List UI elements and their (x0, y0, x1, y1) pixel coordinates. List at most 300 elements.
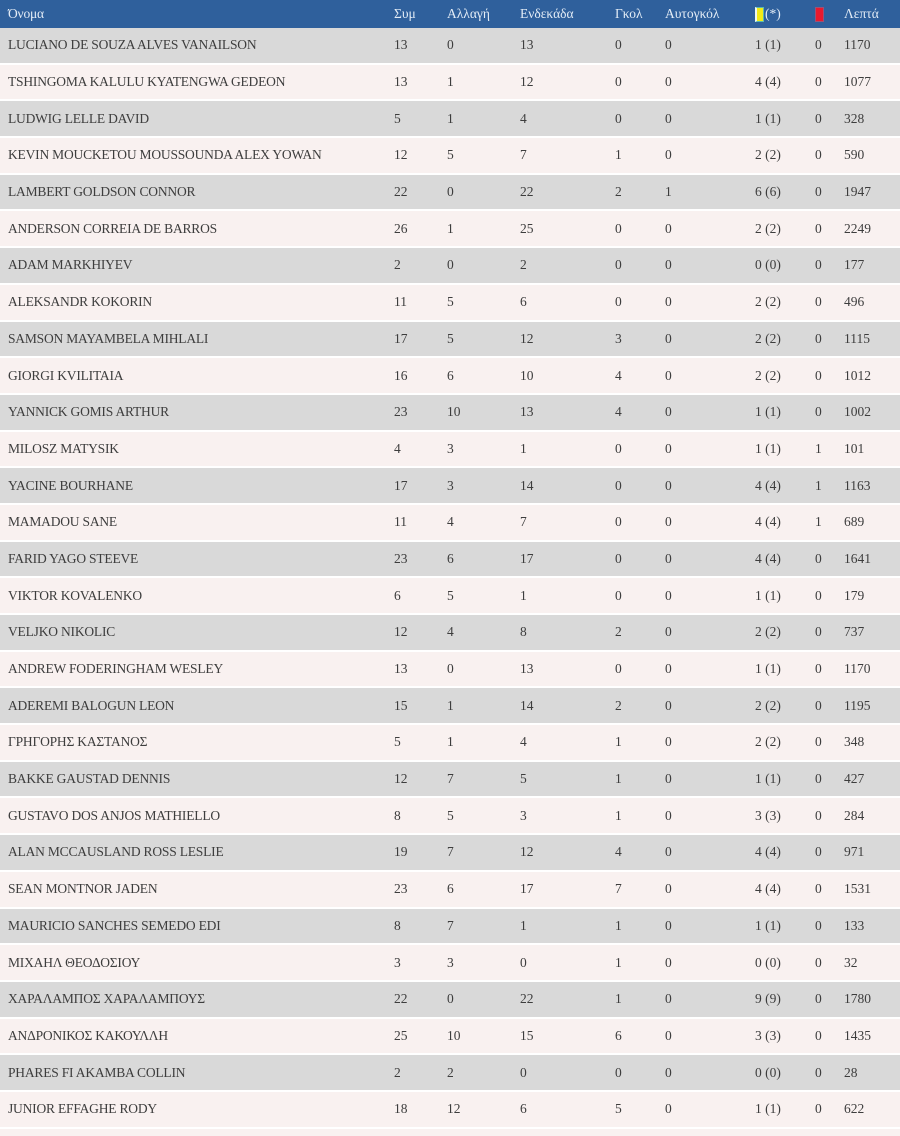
starting-eleven-cell: 12 (520, 330, 534, 346)
own-goals-cell: 0 (665, 771, 672, 787)
substitutions-cell: 6 (447, 881, 454, 897)
substitutions-cell: 12 (447, 1101, 461, 1117)
starting-eleven-cell: 22 (520, 184, 534, 200)
goals-cell: 0 (615, 74, 622, 90)
minutes-cell: 737 (844, 624, 865, 640)
goals-cell: 5 (615, 1101, 622, 1117)
own-goals-cell: 0 (665, 807, 672, 823)
substitutions-cell: 3 (447, 477, 454, 493)
table-body (0, 28, 900, 1129)
starting-eleven-cell: 25 (520, 220, 534, 236)
goals-cell: 0 (615, 550, 622, 566)
appearances-cell: 8 (394, 917, 401, 933)
player-name-cell: ANDERSON CORREIA DE BARROS (8, 220, 217, 236)
yellow-cards-cell: 4 (4) (755, 881, 781, 897)
red-cards-cell: 0 (815, 294, 822, 310)
appearances-cell: 25 (394, 1027, 408, 1043)
substitutions-cell: 7 (447, 771, 454, 787)
player-name-cell: GIORGI KVILITAIA (8, 367, 124, 383)
own-goals-cell: 0 (665, 587, 672, 603)
substitutions-cell: 6 (447, 367, 454, 383)
yellow-cards-cell: 2 (2) (755, 697, 781, 713)
red-cards-cell: 1 (815, 440, 822, 456)
starting-eleven-cell: 8 (520, 624, 527, 640)
own-goals-cell: 0 (665, 514, 672, 530)
goals-cell: 2 (615, 624, 622, 640)
minutes-cell: 1195 (844, 697, 871, 713)
goals-cell: 1 (615, 771, 622, 787)
own-goals-cell: 0 (665, 477, 672, 493)
goals-cell: 0 (615, 1064, 622, 1080)
yellow-cards-cell: 2 (2) (755, 330, 781, 346)
red-cards-cell: 0 (815, 550, 822, 566)
goals-cell: 0 (615, 477, 622, 493)
yellow-cards-cell: 1 (1) (755, 587, 781, 603)
appearances-cell: 23 (394, 404, 408, 420)
minutes-cell: 1641 (844, 550, 871, 566)
own-goals-cell: 0 (665, 220, 672, 236)
own-goals-cell: 0 (665, 844, 672, 860)
starting-eleven-cell: 13 (520, 404, 534, 420)
table-row[interactable] (0, 1092, 900, 1129)
appearances-cell: 13 (394, 661, 408, 677)
red-cards-cell: 0 (815, 220, 822, 236)
starting-eleven-cell: 6 (520, 294, 527, 310)
player-name-cell: MILOSZ MATYSIK (8, 440, 119, 456)
yellow-cards-cell: 4 (4) (755, 514, 781, 530)
player-name-cell: BAKKE GAUSTAD DENNIS (8, 771, 171, 787)
appearances-cell: 23 (394, 881, 408, 897)
red-cards-cell: 0 (815, 110, 822, 126)
red-cards-cell: 0 (815, 367, 822, 383)
table-row[interactable] (0, 835, 900, 872)
appearances-cell: 13 (394, 37, 408, 53)
goals-cell: 0 (615, 37, 622, 53)
goals-cell: 4 (615, 404, 622, 420)
minutes-cell: 1077 (844, 74, 871, 90)
col-header-own-goals[interactable]: Αυτογκόλ (665, 6, 720, 21)
yellow-cards-cell: 1 (1) (755, 404, 781, 420)
yellow-cards-cell: 4 (4) (755, 477, 781, 493)
minutes-cell: 328 (844, 110, 865, 126)
table-row[interactable] (0, 468, 900, 505)
appearances-cell: 6 (394, 587, 401, 603)
red-cards-cell: 0 (815, 257, 822, 273)
goals-cell: 1 (615, 991, 622, 1007)
substitutions-cell: 5 (447, 330, 454, 346)
table-row[interactable] (0, 248, 900, 285)
player-name-cell: JUNIOR EFFAGHE RODY (8, 1101, 157, 1117)
table-row[interactable] (0, 138, 900, 175)
red-cards-cell: 0 (815, 37, 822, 53)
table-row[interactable] (0, 688, 900, 725)
substitutions-cell: 4 (447, 624, 454, 640)
appearances-cell: 2 (394, 257, 401, 273)
substitutions-cell: 3 (447, 954, 454, 970)
table-row[interactable] (0, 725, 900, 762)
player-name-cell: LUCIANO DE SOUZA ALVES VANAILSON (8, 37, 257, 53)
col-header-starting-eleven[interactable]: Ενδεκάδα (520, 6, 574, 21)
minutes-cell: 177 (844, 257, 865, 273)
substitutions-cell: 1 (447, 74, 454, 90)
appearances-cell: 2 (394, 1064, 401, 1080)
starting-eleven-cell: 7 (520, 147, 527, 163)
minutes-cell: 101 (844, 440, 865, 456)
starting-eleven-cell: 12 (520, 844, 534, 860)
red-cards-cell: 0 (815, 404, 822, 420)
starting-eleven-cell: 1 (520, 587, 527, 603)
appearances-cell: 5 (394, 734, 401, 750)
minutes-cell: 2249 (844, 220, 871, 236)
table-row[interactable] (0, 798, 900, 835)
col-header-appearances[interactable]: Συμ (394, 6, 416, 21)
starting-eleven-cell: 17 (520, 881, 534, 897)
player-name-cell: MAMADOU SANE (8, 514, 117, 530)
own-goals-cell: 0 (665, 440, 672, 456)
starting-eleven-cell: 2 (520, 257, 527, 273)
player-name-cell: YANNICK GOMIS ARTHUR (8, 404, 169, 420)
starting-eleven-cell: 5 (520, 771, 527, 787)
yellow-cards-cell: 2 (2) (755, 294, 781, 310)
substitutions-cell: 0 (447, 991, 454, 1007)
substitutions-cell: 0 (447, 184, 454, 200)
own-goals-cell: 0 (665, 147, 672, 163)
player-name-cell: VELJKO NIKOLIC (8, 624, 116, 640)
starting-eleven-cell: 4 (520, 110, 527, 126)
red-card-icon (815, 7, 824, 22)
yellow-cards-cell: 1 (1) (755, 661, 781, 677)
table-row[interactable] (0, 395, 900, 432)
table-row[interactable] (0, 1055, 900, 1092)
yellow-cards-cell: 4 (4) (755, 550, 781, 566)
minutes-cell: 1170 (844, 37, 871, 53)
table-row[interactable] (0, 358, 900, 395)
red-cards-cell: 0 (815, 881, 822, 897)
goals-cell: 4 (615, 844, 622, 860)
appearances-cell: 22 (394, 184, 408, 200)
col-header-red-cards[interactable] (810, 7, 840, 22)
goals-cell: 0 (615, 110, 622, 126)
own-goals-cell: 0 (665, 74, 672, 90)
col-header-yellow-cards[interactable] (750, 6, 810, 22)
red-cards-cell: 0 (815, 917, 822, 933)
substitutions-cell: 10 (447, 1027, 461, 1043)
table-row[interactable] (0, 211, 900, 248)
yellow-cards-cell: 2 (2) (755, 624, 781, 640)
own-goals-cell: 0 (665, 1101, 672, 1117)
starting-eleven-cell: 4 (520, 734, 527, 750)
appearances-cell: 22 (394, 991, 408, 1007)
starting-eleven-cell: 12 (520, 74, 534, 90)
minutes-cell: 284 (844, 807, 865, 823)
goals-cell: 3 (615, 330, 622, 346)
appearances-cell: 5 (394, 110, 401, 126)
substitutions-cell: 5 (447, 587, 454, 603)
goals-cell: 1 (615, 807, 622, 823)
own-goals-cell: 0 (665, 37, 672, 53)
table-header (0, 0, 900, 28)
player-name-cell: ANDREW FODERINGHAM WESLEY (8, 661, 223, 677)
player-name-cell: YACINE BOURHANE (8, 477, 133, 493)
goals-cell: 0 (615, 257, 622, 273)
col-header-goals[interactable]: Γκολ (615, 6, 643, 21)
appearances-cell: 11 (394, 294, 407, 310)
starting-eleven-cell: 15 (520, 1027, 534, 1043)
goals-cell: 0 (615, 661, 622, 677)
yellow-cards-cell: 1 (1) (755, 917, 781, 933)
table-row[interactable] (0, 175, 900, 212)
player-name-cell: VIKTOR KOVALENKO (8, 587, 142, 603)
minutes-cell: 1163 (844, 477, 871, 493)
appearances-cell: 8 (394, 807, 401, 823)
red-cards-cell: 0 (815, 1027, 822, 1043)
yellow-cards-cell: 4 (4) (755, 74, 781, 90)
substitutions-cell: 1 (447, 110, 454, 126)
red-cards-cell: 1 (815, 514, 822, 530)
goals-cell: 1 (615, 147, 622, 163)
appearances-cell: 12 (394, 624, 408, 640)
own-goals-cell: 0 (665, 661, 672, 677)
substitutions-cell: 5 (447, 147, 454, 163)
own-goals-cell: 0 (665, 550, 672, 566)
minutes-cell: 133 (844, 917, 865, 933)
player-name-cell: PHARES FI AKAMBA COLLIN (8, 1064, 186, 1080)
appearances-cell: 19 (394, 844, 408, 860)
table-row[interactable] (0, 652, 900, 689)
own-goals-cell: 0 (665, 991, 672, 1007)
starting-eleven-cell: 13 (520, 661, 534, 677)
table-row[interactable] (0, 872, 900, 909)
red-cards-cell: 0 (815, 661, 822, 677)
minutes-cell: 622 (844, 1101, 865, 1117)
table-row[interactable] (0, 982, 900, 1019)
substitutions-cell: 0 (447, 661, 454, 677)
goals-cell: 0 (615, 514, 622, 530)
yellow-cards-cell: 4 (4) (755, 844, 781, 860)
yellow-cards-cell: 6 (6) (755, 184, 781, 200)
red-cards-cell: 0 (815, 74, 822, 90)
substitutions-cell: 10 (447, 404, 461, 420)
yellow-cards-cell: 1 (1) (755, 771, 781, 787)
minutes-cell: 348 (844, 734, 865, 750)
substitutions-cell: 6 (447, 550, 454, 566)
starting-eleven-cell: 7 (520, 514, 527, 530)
goals-cell: 1 (615, 734, 622, 750)
yellow-cards-cell: 1 (1) (755, 440, 781, 456)
player-name-cell: FARID YAGO STEEVE (8, 550, 139, 566)
minutes-cell: 1012 (844, 367, 871, 383)
own-goals-cell: 0 (665, 404, 672, 420)
red-cards-cell: 0 (815, 624, 822, 640)
starting-eleven-cell: 10 (520, 367, 534, 383)
own-goals-cell: 0 (665, 881, 672, 897)
player-name-cell: ADAM MARKHIYEV (8, 257, 133, 273)
minutes-cell: 179 (844, 587, 865, 603)
goals-cell: 1 (615, 954, 622, 970)
red-cards-cell: 0 (815, 330, 822, 346)
goals-cell: 7 (615, 881, 622, 897)
red-cards-cell: 0 (815, 697, 822, 713)
red-cards-cell: 0 (815, 587, 822, 603)
appearances-cell: 17 (394, 477, 408, 493)
table-row[interactable] (0, 432, 900, 469)
player-name-cell: MAURICIO SANCHES SEMEDO EDI (8, 917, 221, 933)
yellow-cards-cell: 2 (2) (755, 147, 781, 163)
appearances-cell: 23 (394, 550, 408, 566)
red-cards-cell: 0 (815, 771, 822, 787)
player-name-cell: ΑΝΔΡΟΝΙΚΟΣ ΚΑΚΟΥΛΛΗ (8, 1027, 168, 1043)
goals-cell: 2 (615, 184, 622, 200)
col-header-substitutions[interactable]: Αλλαγή (447, 6, 490, 21)
yellow-cards-cell: 0 (0) (755, 954, 781, 970)
minutes-cell: 1780 (844, 991, 871, 1007)
starting-eleven-cell: 0 (520, 954, 527, 970)
goals-cell: 2 (615, 697, 622, 713)
minutes-cell: 32 (844, 954, 858, 970)
goals-cell: 6 (615, 1027, 622, 1043)
table-row[interactable] (0, 542, 900, 579)
goals-cell: 4 (615, 367, 622, 383)
own-goals-cell: 0 (665, 367, 672, 383)
yellow-cards-cell: 2 (2) (755, 367, 781, 383)
goals-cell: 1 (615, 917, 622, 933)
minutes-cell: 496 (844, 294, 865, 310)
appearances-cell: 11 (394, 514, 407, 530)
own-goals-cell: 0 (665, 624, 672, 640)
minutes-cell: 1435 (844, 1027, 871, 1043)
own-goals-cell: 0 (665, 257, 672, 273)
own-goals-cell: 0 (665, 954, 672, 970)
yellow-cards-cell: 2 (2) (755, 220, 781, 236)
table-row[interactable] (0, 101, 900, 138)
minutes-cell: 427 (844, 771, 865, 787)
table-row[interactable] (0, 578, 900, 615)
appearances-cell: 18 (394, 1101, 408, 1117)
red-cards-cell: 0 (815, 844, 822, 860)
own-goals-cell: 0 (665, 734, 672, 750)
table-row[interactable] (0, 28, 900, 65)
table-row[interactable] (0, 285, 900, 322)
yellow-cards-cell: 3 (3) (755, 1027, 781, 1043)
appearances-cell: 12 (394, 771, 408, 787)
table-row[interactable] (0, 909, 900, 946)
yellow-cards-cell: 9 (9) (755, 991, 781, 1007)
yellow-cards-cell: 1 (1) (755, 1101, 781, 1117)
red-cards-cell: 0 (815, 734, 822, 750)
minutes-cell: 1170 (844, 661, 871, 677)
substitutions-cell: 3 (447, 440, 454, 456)
starting-eleven-cell: 13 (520, 37, 534, 53)
player-name-cell: TSHINGOMA KALULU KYATENGWA GEDEON (8, 74, 286, 90)
yellow-cards-cell: 0 (0) (755, 257, 781, 273)
appearances-cell: 4 (394, 440, 401, 456)
appearances-cell: 16 (394, 367, 408, 383)
player-name-cell: ΓΡΗΓΟΡΗΣ ΚΑΣΤΑΝΟΣ (8, 734, 148, 750)
table-row[interactable] (0, 322, 900, 359)
yellow-cards-cell: 3 (3) (755, 807, 781, 823)
player-name-cell: GUSTAVO DOS ANJOS MATHIELLO (8, 807, 220, 823)
appearances-cell: 3 (394, 954, 401, 970)
own-goals-cell: 0 (665, 917, 672, 933)
yellow-card-label: (*) (765, 6, 781, 21)
substitutions-cell: 7 (447, 844, 454, 860)
appearances-cell: 12 (394, 147, 408, 163)
starting-eleven-cell: 22 (520, 991, 534, 1007)
red-cards-cell: 0 (815, 991, 822, 1007)
starting-eleven-cell: 6 (520, 1101, 527, 1117)
table-row[interactable] (0, 1019, 900, 1056)
player-name-cell: SAMSON MAYAMBELA MIHLALI (8, 330, 209, 346)
substitutions-cell: 0 (447, 37, 454, 53)
minutes-cell: 28 (844, 1064, 858, 1080)
appearances-cell: 26 (394, 220, 408, 236)
table-row[interactable] (0, 762, 900, 799)
player-name-cell: ALEKSANDR KOKORIN (8, 294, 152, 310)
own-goals-cell: 0 (665, 294, 672, 310)
substitutions-cell: 0 (447, 257, 454, 273)
table-row[interactable] (0, 615, 900, 652)
substitutions-cell: 1 (447, 734, 454, 750)
player-name-cell: ALAN MCCAUSLAND ROSS LESLIE (8, 844, 224, 860)
substitutions-cell: 2 (447, 1064, 454, 1080)
red-cards-cell: 0 (815, 807, 822, 823)
minutes-cell: 1947 (844, 184, 871, 200)
table-row[interactable] (0, 945, 900, 982)
col-header-name[interactable]: Όνομα (8, 6, 44, 21)
minutes-cell: 1002 (844, 404, 871, 420)
red-cards-cell: 0 (815, 184, 822, 200)
yellow-cards-cell: 0 (0) (755, 1064, 781, 1080)
substitutions-cell: 5 (447, 294, 454, 310)
substitutions-cell: 5 (447, 807, 454, 823)
substitutions-cell: 1 (447, 220, 454, 236)
col-header-minutes[interactable]: Λεπτά (844, 6, 879, 21)
appearances-cell: 17 (394, 330, 408, 346)
substitutions-cell: 4 (447, 514, 454, 530)
minutes-cell: 689 (844, 514, 865, 530)
substitutions-cell: 1 (447, 697, 454, 713)
starting-eleven-cell: 1 (520, 440, 527, 456)
player-name-cell: ΧΑΡΑΛΑΜΠΟΣ ΧΑΡΑΛΑΜΠΟΥΣ (8, 991, 205, 1007)
substitutions-cell: 7 (447, 917, 454, 933)
yellow-cards-cell: 2 (2) (755, 734, 781, 750)
table-row[interactable] (0, 65, 900, 102)
appearances-cell: 15 (394, 697, 408, 713)
own-goals-cell: 0 (665, 1064, 672, 1080)
starting-eleven-cell: 14 (520, 697, 534, 713)
player-name-cell: LAMBERT GOLDSON CONNOR (8, 184, 196, 200)
yellow-cards-cell: 1 (1) (755, 110, 781, 126)
red-cards-cell: 0 (815, 1101, 822, 1117)
player-name-cell: KEVIN MOUCKETOU MOUSSOUNDA ALEX YOWAN (8, 147, 322, 163)
red-cards-cell: 0 (815, 1064, 822, 1080)
yellow-cards-cell: 1 (1) (755, 37, 781, 53)
minutes-cell: 1531 (844, 881, 871, 897)
starting-eleven-cell: 3 (520, 807, 527, 823)
yellow-card-icon (755, 7, 764, 22)
player-name-cell: SEAN MONTNOR JADEN (8, 881, 158, 897)
starting-eleven-cell: 14 (520, 477, 534, 493)
table-row[interactable] (0, 505, 900, 542)
red-cards-cell: 0 (815, 147, 822, 163)
goals-cell: 0 (615, 294, 622, 310)
red-cards-cell: 1 (815, 477, 822, 493)
own-goals-cell: 1 (665, 184, 672, 200)
own-goals-cell: 0 (665, 330, 672, 346)
starting-eleven-cell: 0 (520, 1064, 527, 1080)
appearances-cell: 13 (394, 74, 408, 90)
goals-cell: 0 (615, 220, 622, 236)
